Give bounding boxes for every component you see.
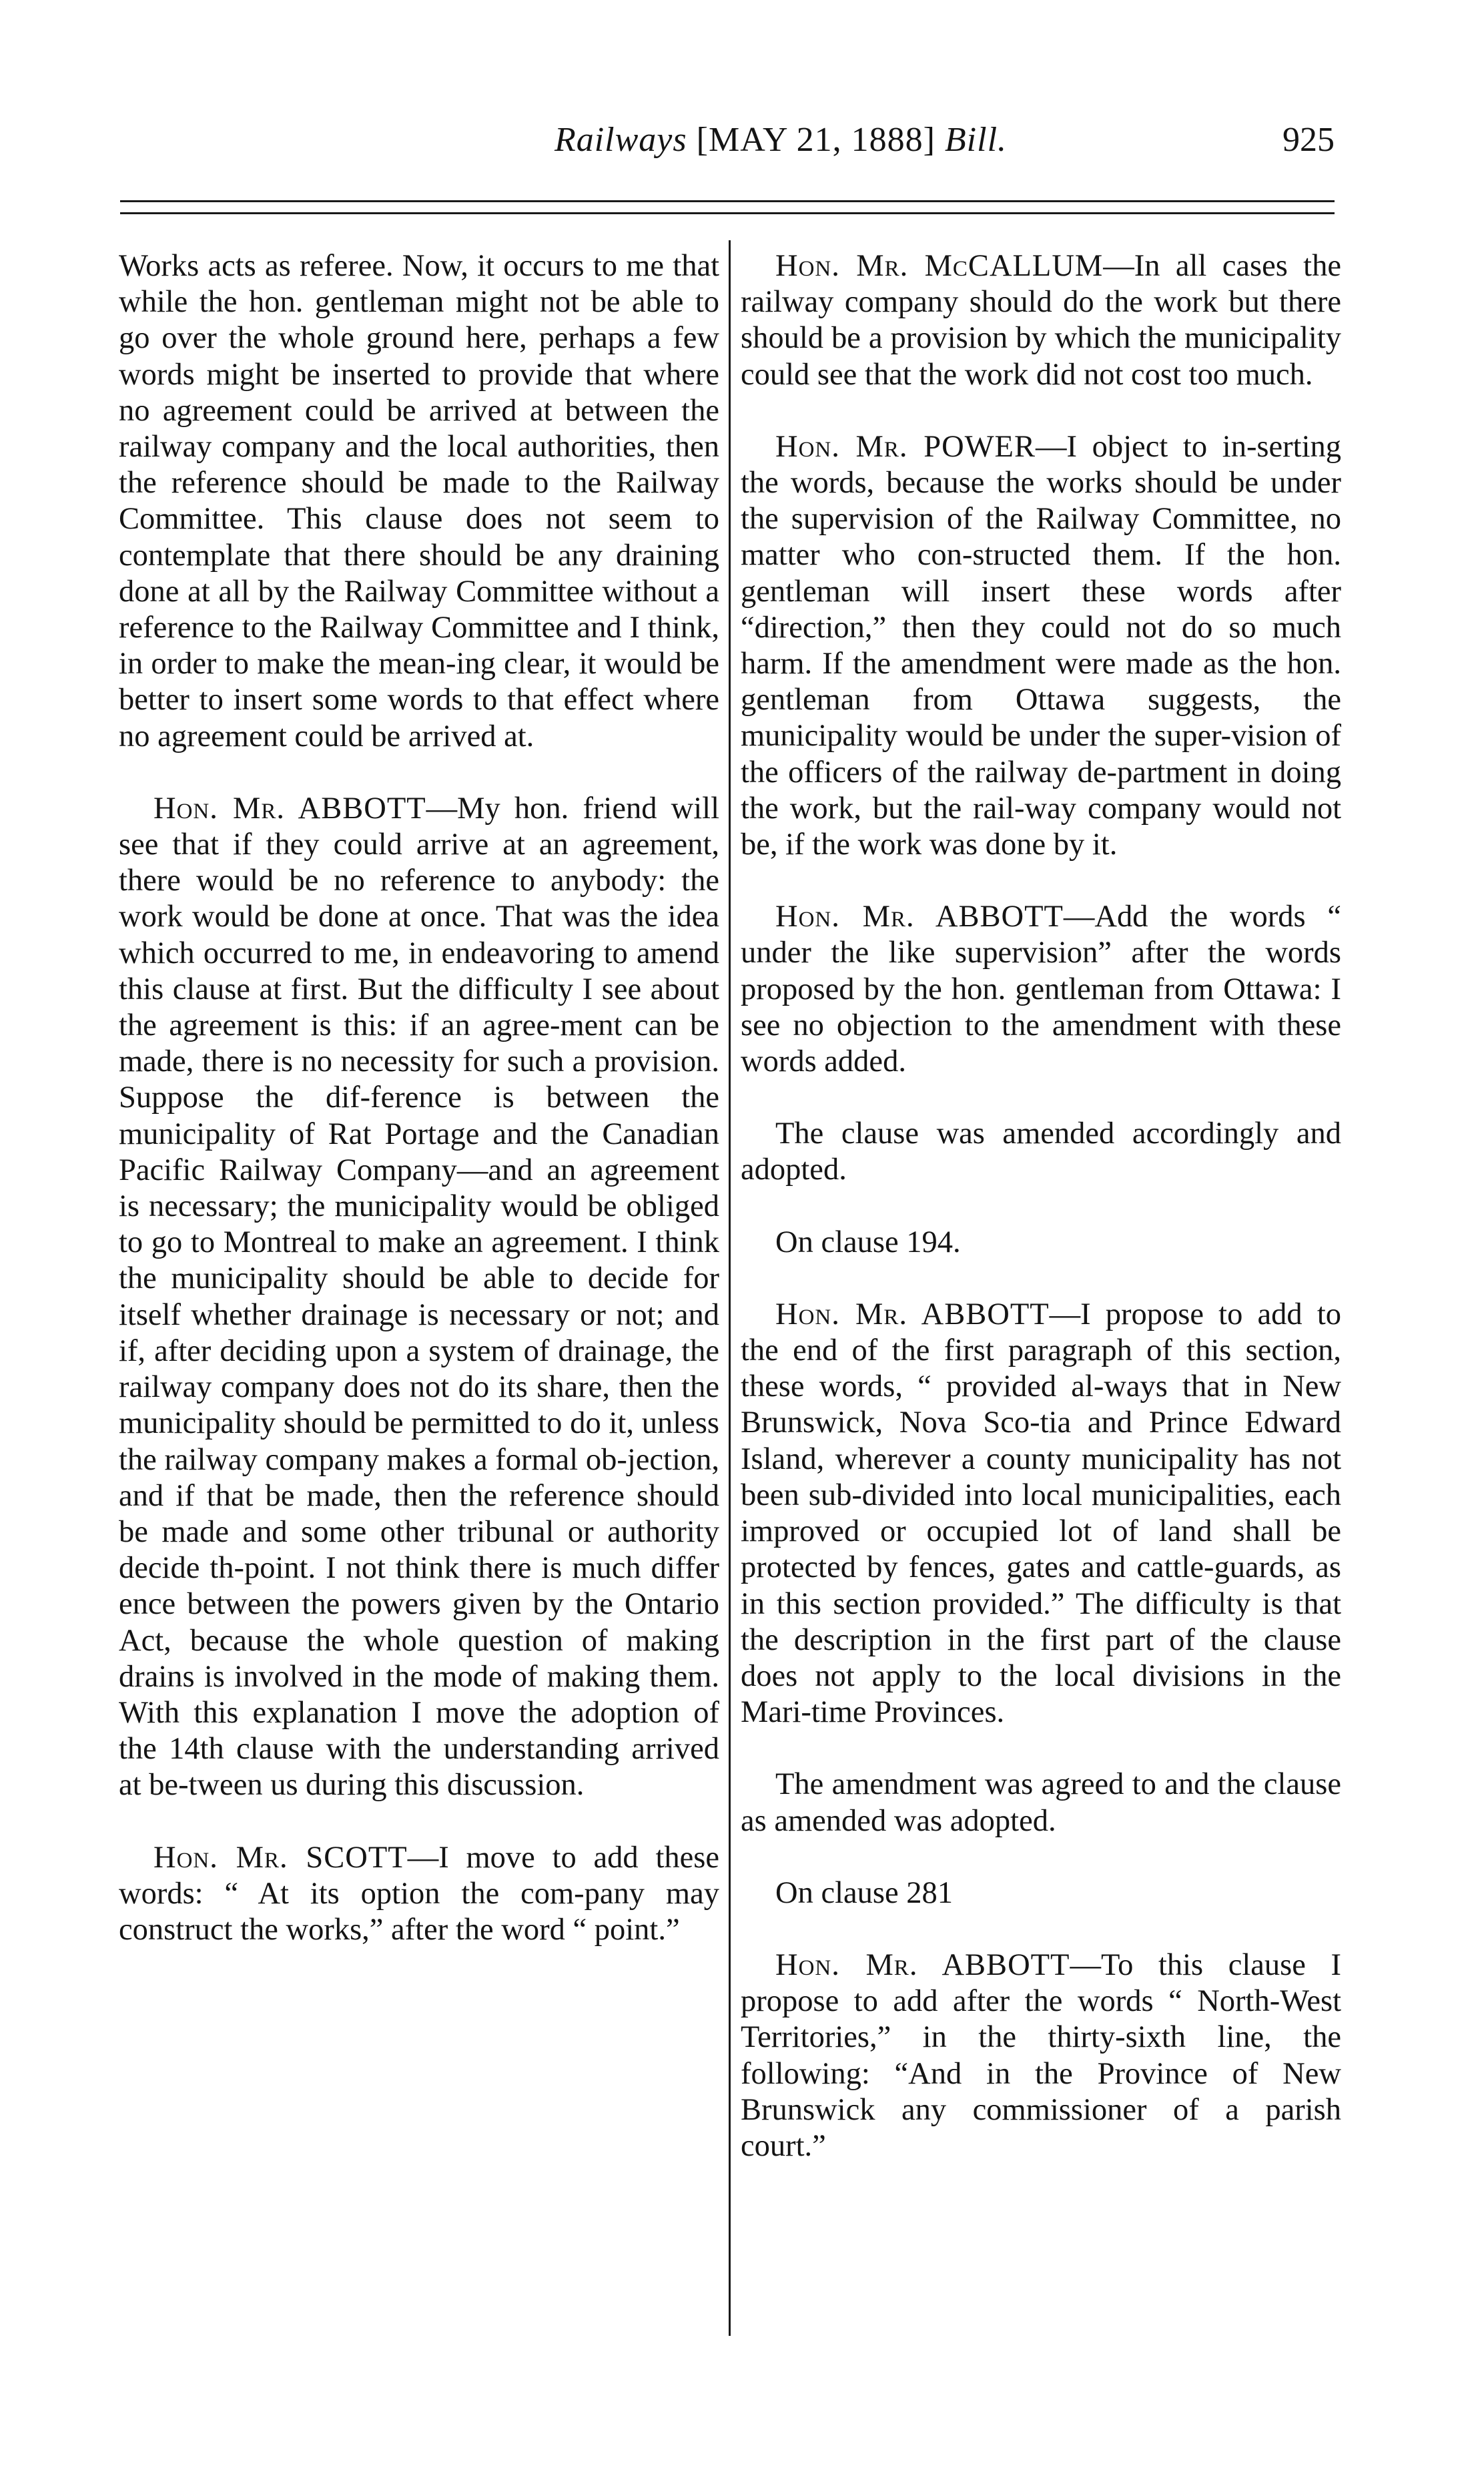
clause-heading-281 xyxy=(741,1875,1341,1911)
header-rule-top xyxy=(120,200,1335,202)
speech-text: —I object to in-serting the words, because the works should be under the supervision of the Railway Committee, no matter who con-structed them. If the hon. gentleman will insert these words after “direction,” then they could not do so much harm. If the amendment were made as the hon. gentleman from Ottawa suggests, the municipality would be under the super-vision of the officers of the railway de-partment in doing the work, but the rail-way company would not be, if the work was done by it. xyxy=(741,429,1341,862)
speaker-name: Hon. Mr. POWER xyxy=(775,429,1036,464)
header-rule-bottom xyxy=(120,212,1335,214)
page-number: 925 xyxy=(1282,121,1335,159)
column-divider xyxy=(729,240,731,2336)
running-title-bill: Bill. xyxy=(944,121,1008,159)
speech-text: —I move to add these words: “ At its option the com-pany may construct the works,” after the word “ point.” xyxy=(119,1840,719,1947)
speech-mccallum xyxy=(741,248,1341,393)
left-column xyxy=(119,248,719,1948)
proceedings-text: The clause was amended accordingly and adopted. xyxy=(741,1117,1341,1187)
clause-heading-text: On clause 281 xyxy=(775,1875,954,1910)
speech-abbott-2 xyxy=(741,899,1341,1080)
speech-abbott-4 xyxy=(741,1947,1341,2164)
speech-power xyxy=(741,429,1341,863)
proceedings-text: The amendment was agreed to and the clause as amended was adopted. xyxy=(741,1767,1341,1838)
proceedings-note-2 xyxy=(741,1767,1341,1839)
right-column xyxy=(741,248,1341,2164)
speaker-name: Hon. Mr. McCALLUM xyxy=(775,249,1104,283)
clause-heading-194 xyxy=(741,1225,1341,1261)
speech-abbott-3 xyxy=(741,1297,1341,1731)
paragraph-text: Works acts as referee. Now, it occurs to me that while the hon. gentleman might not be able to go over the whole ground here, perhaps a few words might be inserted to provide that where no agreement could be arrived at between the railway company and the local authorities, then the reference should be made to the Railway Committee. This clause does not seem to contemplate that there should be any draining done at all by the Railway Committee without a reference to the Railway Committee and I think, in order to make the mean-ing clear, it would be better to insert some words to that effect where no agreement could be arrived at. xyxy=(119,249,719,753)
paragraph-continuation xyxy=(119,248,719,755)
speech-text: —My hon. friend will see that if they could arrive at an agreement, there would be no reference to anybody: the work would be done at once. That was the idea which occurred to me, in endeavoring to amend this clause at first. But the difficulty I see about the agreement is this: if an agree-ment can be made, there is no necessity for such a provision. Suppose the dif-ference is between the municipality of Rat Portage and the Canadian Pacific Railway Company—and an agreement is necessary; the municipality would be obliged to go to Montreal to make an agreement. I think the municipality should be able to decide for itself whether drainage is necessary or not; and if, after deciding upon a system of drainage, the railway company does not do its share, then the municipality should be permitted to do it, unless the railway company makes a formal ob-jection, and if that be made, then the reference should be made and some other tribunal or authority decide th-point. I not think there is much differ ence between the powers given by the Ontario Act, because the whole question of making drains is involved in the mode of making them. With this explanation I move the adoption of the 14th clause with the understanding arrived at be-tween us during this discussion. xyxy=(119,791,719,1803)
speaker-name: Hon. Mr. ABBOTT xyxy=(775,900,1064,934)
speaker-name: Hon. Mr. SCOTT xyxy=(153,1840,408,1875)
running-title-railways: Railways xyxy=(554,121,687,159)
speech-text: —In all cases the railway company should do the work but there should be a provision by which the municipality could see that the work did not cost too much. xyxy=(741,249,1341,392)
speech-text: —Add the words “ under the like supervision” after the words proposed by the hon. gentleman from Ottawa: I see no objection to the amendment with these words added. xyxy=(741,900,1341,1079)
running-title-date: [MAY 21, 1888] xyxy=(696,121,936,159)
speech-scott xyxy=(119,1840,719,1949)
running-header xyxy=(120,120,1335,180)
proceedings-note xyxy=(741,1116,1341,1188)
speaker-name: Hon. Mr. ABBOTT xyxy=(775,1297,1050,1331)
speaker-name: Hon. Mr. ABBOTT xyxy=(775,1947,1070,1982)
speech-text: —To this clause I propose to add after the words “ North-West Territories,” in the thirty-sixth line, the following: “And in the Province of New Brunswick any commissioner of a parish court.” xyxy=(741,1947,1341,2163)
running-title xyxy=(447,120,1114,160)
clause-heading-text: On clause 194. xyxy=(775,1225,961,1259)
speech-abbott xyxy=(119,791,719,1804)
speaker-name: Hon. Mr. ABBOTT xyxy=(153,791,426,826)
speech-text: —I propose to add to the end of the first paragraph of this section, these words, “ provided al-ways that in New Brunswick, Nova Sco-tia and Prince Edward Island, wherever a county municipality has not been sub-divided into local municipalities, each improved or occupied lot of land shall be protected by fences, gates and cattle-guards, as in this section provided.” The difficulty is that the description in the first part of the clause does not apply to the local divisions in the Mari-time Provinces. xyxy=(741,1297,1341,1730)
